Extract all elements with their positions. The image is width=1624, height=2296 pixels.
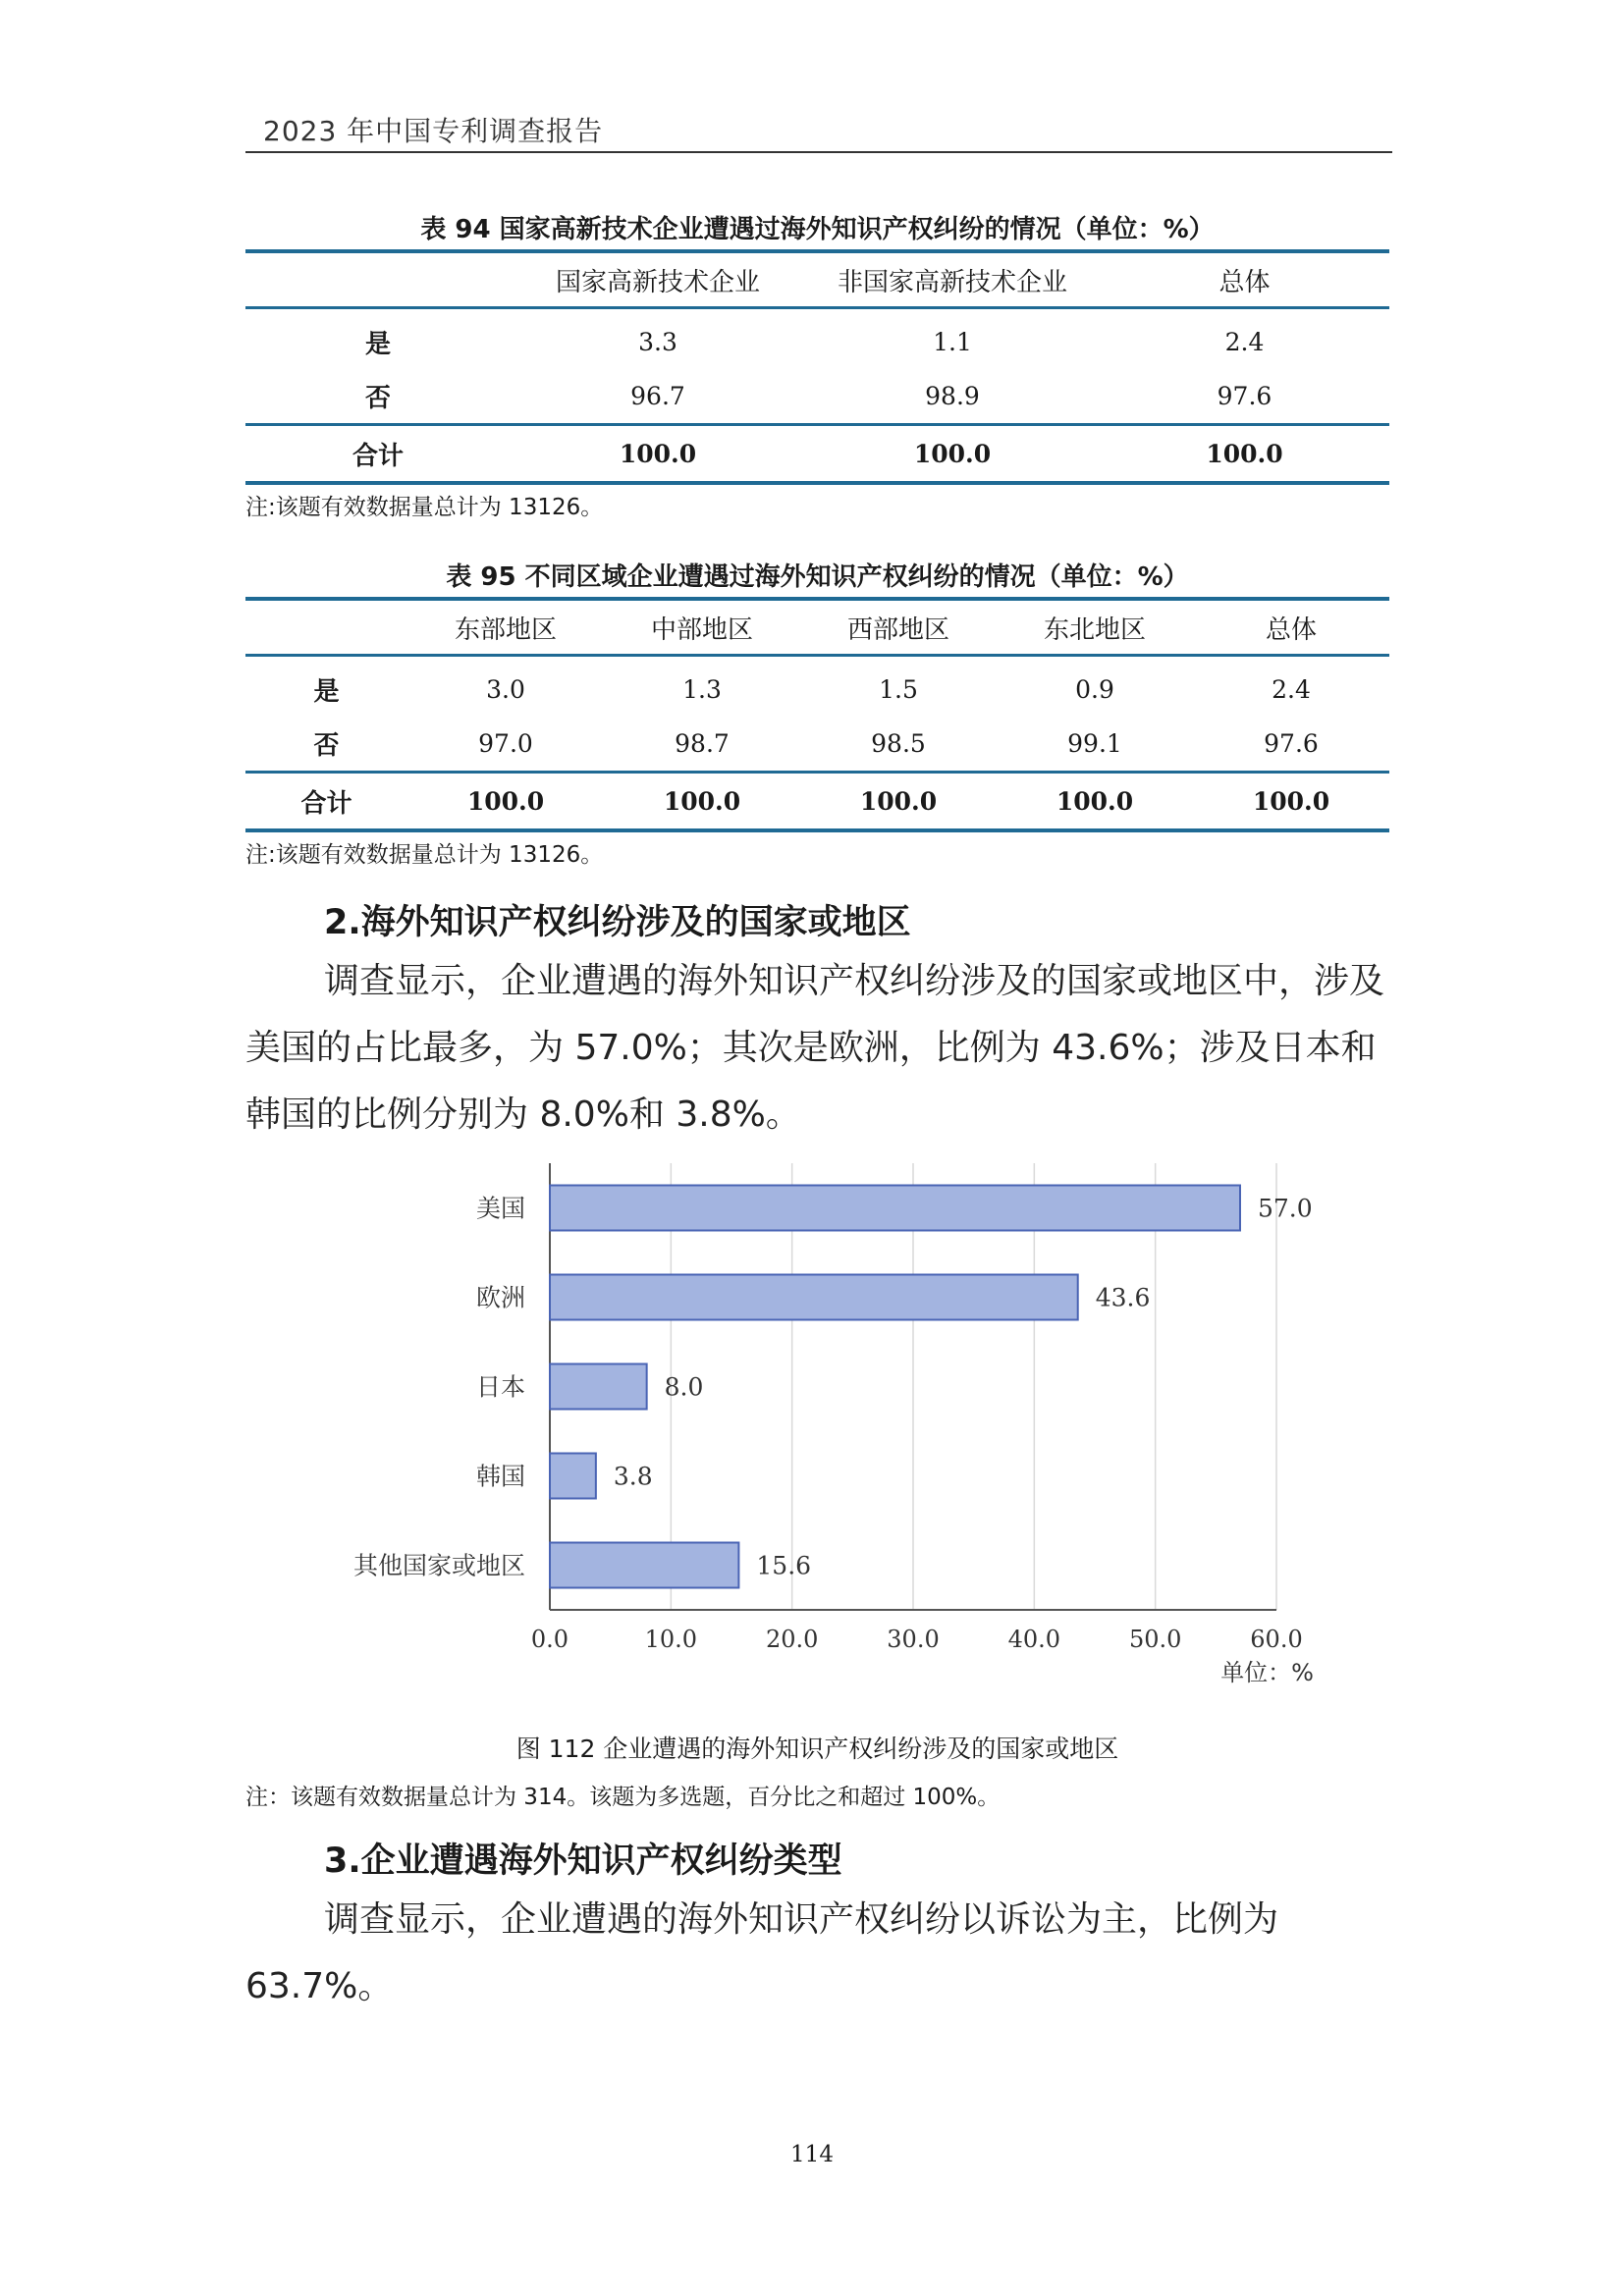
data-label: 57.0 xyxy=(1258,1194,1313,1223)
cell: 1.1 xyxy=(933,328,972,356)
table-total-row xyxy=(245,773,1389,831)
cell: 3.0 xyxy=(486,675,525,704)
bar-chart-svg xyxy=(295,1148,1375,1698)
unit-label: 单位：% xyxy=(1220,1659,1314,1686)
section2-heading: 2.海外知识产权纠纷涉及的国家或地区 xyxy=(324,903,911,942)
cell: 97.6 xyxy=(1264,729,1319,758)
table94-col-0 xyxy=(245,251,511,308)
bar xyxy=(550,1543,738,1588)
bar xyxy=(550,1364,647,1410)
table95-caption: 表 95 不同区域企业遭遇过海外知识产权纠纷的情况（单位：%） xyxy=(446,562,1189,592)
x-tick-label: 0.0 xyxy=(530,1626,569,1653)
data-label: 15.6 xyxy=(756,1551,812,1580)
table-row xyxy=(245,717,1389,773)
table95 xyxy=(245,597,1389,832)
cell: 100.0 xyxy=(1193,773,1389,831)
cell: 99.1 xyxy=(1067,729,1122,758)
cell: 100.0 xyxy=(805,425,1100,484)
data-label: 8.0 xyxy=(664,1372,704,1402)
category-label: 其他国家或地区 xyxy=(352,1551,525,1580)
table94-header-row xyxy=(245,251,1389,308)
table-row xyxy=(245,369,1389,425)
category-label: 欧洲 xyxy=(475,1283,525,1312)
bar xyxy=(550,1454,596,1499)
table95-col-0 xyxy=(245,599,407,656)
cell: 1.5 xyxy=(879,675,918,704)
cell: 100.0 xyxy=(800,773,997,831)
cell: 1.3 xyxy=(682,675,722,704)
row-label: 合计 xyxy=(245,425,511,484)
cell: 100.0 xyxy=(1100,425,1389,484)
table95-col-2: 中部地区 xyxy=(604,599,800,656)
section3-paragraph xyxy=(245,1887,1394,2020)
table95-note: 注:该题有效数据量总计为 13126。 xyxy=(245,842,604,868)
table95-col-4: 东北地区 xyxy=(997,599,1193,656)
table94-note: 注:该题有效数据量总计为 13126。 xyxy=(245,495,604,520)
table94-caption: 表 94 国家高新技术企业遭遇过海外知识产权纠纷的情况（单位：%） xyxy=(420,215,1215,244)
row-label: 是 xyxy=(313,677,340,707)
table95-col-3: 西部地区 xyxy=(800,599,997,656)
row-label: 是 xyxy=(364,330,391,359)
row-label: 否 xyxy=(364,384,391,413)
table-row xyxy=(245,656,1389,718)
table94-col-1: 国家高新技术企业 xyxy=(511,251,805,308)
data-label: 3.8 xyxy=(613,1462,653,1491)
page-header-title: 2023 年中国专利调查报告 xyxy=(263,115,604,147)
bar xyxy=(550,1186,1240,1231)
bar xyxy=(550,1275,1078,1320)
figure-note: 注：该题有效数据量总计为 314。该题为多选题，百分比之和超过 100%。 xyxy=(245,1785,1001,1810)
cell: 98.9 xyxy=(925,382,980,410)
section2-paragraph-text: 调查显示，企业遭遇的海外知识产权纠纷涉及的国家或地区中，涉及美国的占比最多，为 57.0%；其次是欧洲，比例为 43.6%；涉及日本和韩国的比例分别为 8.0%和 3.8%。 xyxy=(245,961,1385,1135)
table95-col-5: 总体 xyxy=(1193,599,1389,656)
cell: 100.0 xyxy=(407,773,604,831)
cell: 2.4 xyxy=(1272,675,1311,704)
bar-chart xyxy=(295,1148,1375,1698)
section3-paragraph-text: 调查显示，企业遭遇的海外知识产权纠纷以诉讼为主，比例为 63.7%。 xyxy=(245,1899,1279,2006)
table-total-row xyxy=(245,425,1389,484)
cell: 96.7 xyxy=(630,382,685,410)
x-tick-label: 30.0 xyxy=(887,1626,940,1653)
header-rule xyxy=(245,151,1392,153)
cell: 97.6 xyxy=(1217,382,1272,410)
figure-caption: 图 112 企业遭遇的海外知识产权纠纷涉及的国家或地区 xyxy=(515,1735,1119,1763)
x-tick-label: 50.0 xyxy=(1128,1626,1182,1653)
table95-col-1: 东部地区 xyxy=(407,599,604,656)
table-row xyxy=(245,308,1389,370)
cell: 100.0 xyxy=(604,773,800,831)
table94-col-2: 非国家高新技术企业 xyxy=(805,251,1100,308)
cell: 3.3 xyxy=(638,328,677,356)
cell: 98.5 xyxy=(871,729,926,758)
category-label: 美国 xyxy=(475,1194,525,1223)
x-tick-label: 10.0 xyxy=(644,1626,698,1653)
table94 xyxy=(245,249,1389,485)
cell: 0.9 xyxy=(1075,675,1114,704)
section2-paragraph xyxy=(245,948,1394,1148)
x-tick-label: 20.0 xyxy=(765,1626,819,1653)
section3-heading: 3.企业遭遇海外知识产权纠纷类型 xyxy=(324,1842,842,1881)
category-label: 韩国 xyxy=(475,1462,525,1491)
cell: 2.4 xyxy=(1224,328,1265,356)
row-label: 合计 xyxy=(245,773,407,831)
cell: 100.0 xyxy=(511,425,805,484)
x-tick-label: 60.0 xyxy=(1250,1626,1303,1653)
cell: 97.0 xyxy=(478,729,533,758)
cell: 100.0 xyxy=(997,773,1193,831)
page-number: 114 xyxy=(790,2142,834,2167)
table94-col-3: 总体 xyxy=(1100,251,1389,308)
row-label: 否 xyxy=(313,731,340,761)
data-label: 43.6 xyxy=(1095,1283,1151,1312)
cell: 98.7 xyxy=(675,729,730,758)
category-label: 日本 xyxy=(475,1372,525,1402)
table95-header-row xyxy=(245,599,1389,656)
x-tick-label: 40.0 xyxy=(1007,1626,1061,1653)
